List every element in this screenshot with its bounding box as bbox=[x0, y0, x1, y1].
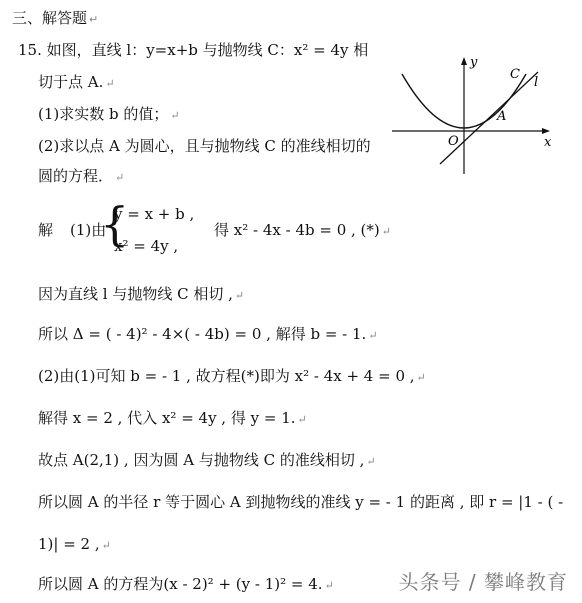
line-l-label: l bbox=[534, 75, 539, 90]
point-a-label: A bbox=[497, 109, 507, 124]
problem-stem-line-1: 15. 如图，直线 l：y=x+b 与抛物线 C：x² = 4y 相 bbox=[18, 41, 369, 59]
problem-stem-line-2: 切于点 A. ↵ bbox=[38, 73, 115, 91]
origin-label: O bbox=[448, 134, 459, 149]
tangent-line bbox=[440, 72, 538, 164]
solution-radius-line-1: 所以圆 A 的半径 r 等于圆心 A 到抛物线的准线 y = - 1 的距离 , 即 r = |1 - ( - bbox=[38, 493, 564, 511]
solution-part1-prefix: (1)由 bbox=[70, 221, 107, 239]
solution-radius-line-2: 1)| = 2 , ↵ bbox=[38, 535, 111, 553]
problem-figure bbox=[388, 52, 568, 182]
problem-part-2-line-1: (2)求以点 A 为圆心，且与抛物线 C 的准线相切的 bbox=[38, 137, 371, 155]
y-axis-label: y bbox=[470, 55, 478, 70]
x-axis-label: x bbox=[544, 135, 552, 150]
system-brace: { bbox=[100, 197, 130, 251]
solution-point-a: 故点 A(2,1) , 因为圆 A 与抛物线 C 的准线相切 , ↵ bbox=[38, 451, 376, 469]
system-equation-1: y = x + b , bbox=[114, 205, 195, 223]
section-title: 三、解答题 ↵ bbox=[12, 9, 99, 27]
curve-c-label: C bbox=[510, 67, 520, 82]
problem-part-1: (1)求实数 b 的值； ↵ bbox=[38, 105, 180, 123]
solution-solve-x: 解得 x = 2 , 代入 x² = 4y , 得 y = 1. ↵ bbox=[38, 409, 307, 427]
system-equation-2: x² = 4y , bbox=[114, 237, 179, 255]
solution-discriminant: 所以 Δ = ( - 4)² - 4×( - 4b) = 0 , 解得 b = - 1. ↵ bbox=[38, 325, 378, 343]
solution-tangent-line: 因为直线 l 与抛物线 C 相切 , ↵ bbox=[38, 285, 245, 303]
system-result: 得 x² - 4x - 4b = 0 , (*) ↵ bbox=[214, 221, 391, 239]
solution-part2-intro: (2)由(1)可知 b = - 1 , 故方程(*)即为 x² - 4x + 4 = 0 , ↵ bbox=[38, 367, 426, 385]
y-axis-arrow bbox=[461, 57, 467, 65]
solution-final-equation: 所以圆 A 的方程为(x - 2)² + (y - 1)² = 4. ↵ bbox=[38, 575, 334, 593]
watermark: 头条号 / 攀峰教育 bbox=[398, 570, 568, 594]
solution-jie: 解 bbox=[38, 221, 54, 239]
problem-part-2-line-2: 圆的方程． ↵ bbox=[38, 167, 125, 185]
x-axis-arrow bbox=[542, 128, 550, 134]
